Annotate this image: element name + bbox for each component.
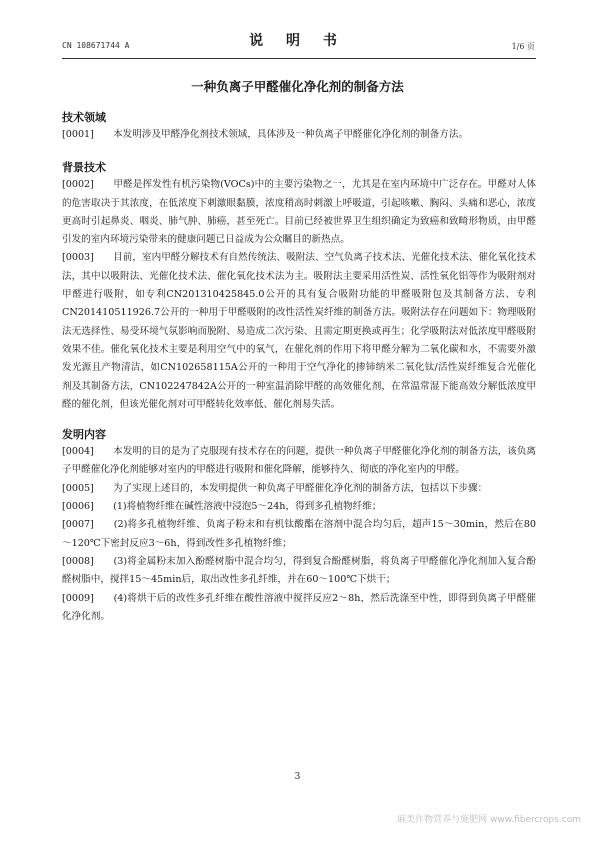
document-title: 一种负离子甲醛催化净化剂的制备方法 (191, 79, 404, 94)
paragraph-0006: [0006] (1)将植物纤维在碱性溶液中浸泡5～24h，得到多孔植物纤维； (62, 501, 382, 513)
document-type: 说 明 书 (249, 33, 346, 49)
page-indicator: 1/6 页 (511, 42, 535, 51)
section-heading-invention: 发明内容 (62, 428, 106, 442)
page-number: 3 (294, 772, 301, 782)
patent-number: CN 108671744 A (62, 41, 130, 50)
document-body (62, 110, 536, 626)
paragraph-0009: [0009] (4)将烘干后的改性多孔纤维在酸性溶液中搅拌反应2～8h，然后洗涤至中性，即得到负离子甲醛催化净化剂。 (62, 592, 536, 622)
paragraph-0005: [0005] 为了实现上述目的，本发明提供一种负离子甲醛催化净化剂的制备方法，包括以下步骤： (62, 482, 488, 494)
paragraph-0004: [0004] 本发明的目的是为了克服现有技术存在的问题，提供一种负离子甲醛催化净化剂的制备方法，该负离子甲醛催化净化剂能够对室内的甲醛进行吸附和催化降解，能够持久、彻底的净化室内的甲醛。 (62, 446, 536, 476)
paragraph-0002: [0002] 甲醛是挥发性有机污染物(VOCs)中的主要污染物之一，尤其是在室内环境中广泛存在。甲醛对人体的危害取决于其浓度，在低浓度下刺激眼黏膜，浓度稍高时刺激上呼吸道，引起咳嗽、胸闷、头痛和恶心，浓度更高时引起鼻炎、咽炎、肺气肿、肺癌，甚至死亡。目前已经被世界卫生组织确定为致癌和致畸形物质，由甲醛引发的室内环境污染带来的健康问题已日益成为公众瞩目的新热点。 (62, 179, 536, 246)
section-heading-background: 背景技术 (62, 161, 106, 175)
paragraph-0003: [0003] 目前，室内甲醛分解技术有自然传统法、吸附法、空气负离子技术法、光催化技术法、催化氧化技术法，其中以吸附法、光催化技术法、催化氧化技术法为主。吸附法主要采用活性炭、活性氧化铝等作为吸附剂对甲醛进行吸附，如专利CN201310425845.0公开的具有复合吸附功能的甲醛吸附包及其制备方法、专利CN201410511926.7公开的一种用于甲醛吸附的改性活性炭纤维的制备方法。吸附法存在问题如下：物理吸附法无选择性、易受环境气氛影响而脱附、易造成二次污染、且需定期更换或再生；化学吸附法对低浓度甲醛吸附效果不佳。催化氧化技术主要是利用空气中的氧气，在催化剂的作用下将甲醛分解为二氧化碳和水，不需要外激发光源且产物清洁，如CN102658115A公开的一种用于空气净化的掺铈纳米二氧化钛/活性炭纤维复合光催化剂及其制备方法，CN102247842A公开的一种室温消除甲醛的高效催化剂，在常温常湿下能高效分解低浓度甲醛的催化剂，但该光催化剂对可甲醛转化效率低、催化剂易失活。 (62, 252, 536, 410)
watermark: 麻类作物营养与施肥网 www.fibercrops.com (397, 815, 581, 825)
paragraph-0007: [0007] (2)将多孔植物纤维、负离子粉末和有机钛酸酯在溶剂中混合均匀后，超声15～30min，然后在80～120℃下密封反应3～6h，得到改性多孔植物纤维； (62, 519, 536, 549)
paragraph-0008: [0008] (3)将金属粉末加入酚醛树脂中混合均匀，得到复合酚醛树脂，将负离子甲醛催化净化剂加入复合酚醛树脂中，搅拌15～45min后，取出改性多孔纤维，并在60～100℃下烘干； (62, 555, 536, 586)
paragraph-0001: [0001] 本发明涉及甲醛净化剂技术领域，具体涉及一种负离子甲醛催化净化剂的制备方法。 (62, 129, 469, 140)
header-divider (62, 58, 536, 59)
section-heading-tech-field: 技术领域 (62, 111, 106, 124)
